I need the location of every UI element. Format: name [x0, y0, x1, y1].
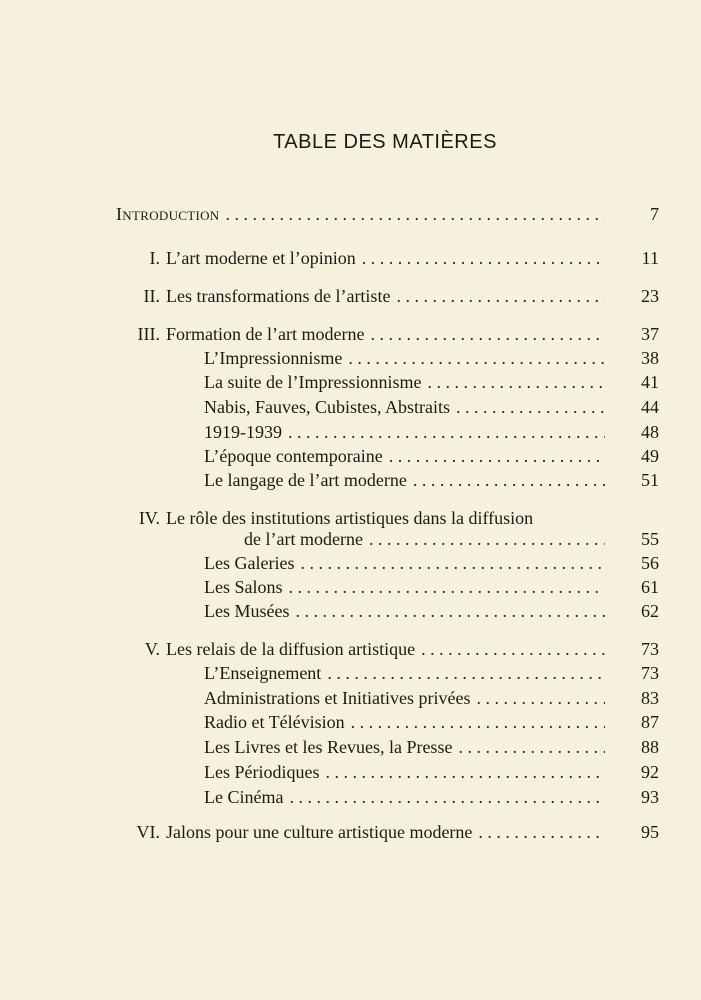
toc-subentry: [0, 686, 701, 710]
chapter-number: IV.: [138, 508, 160, 528]
toc-entry-introduction: [0, 202, 701, 226]
leader-dots: [362, 246, 605, 270]
leader-dots: [225, 202, 605, 226]
toc-entry-chapter-1: [0, 246, 701, 270]
leader-dots: [288, 420, 605, 444]
leader-dots: [427, 370, 605, 394]
toc-label: Radio et Télévision: [204, 712, 345, 732]
leader-dots: [456, 395, 605, 419]
toc-label: Les Périodiques: [204, 762, 320, 782]
toc-label: Le langage de l’art moderne: [204, 470, 407, 490]
toc-page: 61: [641, 577, 659, 597]
toc-page: 51: [641, 470, 659, 490]
toc-label: Introduction: [116, 204, 220, 224]
toc-page: 37: [641, 324, 659, 344]
leader-dots: [396, 284, 605, 308]
toc-label: Les relais de la diffusion artistique: [166, 639, 416, 659]
toc-page: 44: [641, 397, 659, 417]
toc-subentry: [0, 370, 701, 394]
toc-subentry: [0, 395, 701, 419]
toc-entry-chapter-3: [0, 322, 701, 346]
toc-subentry: [0, 551, 701, 575]
toc-page: 48: [641, 422, 659, 442]
toc-label: Les transformations de l’artiste: [166, 286, 391, 306]
toc-label: La suite de l’Impressionnisme: [204, 372, 422, 392]
toc-page: 41: [641, 372, 659, 392]
toc-label: Nabis, Fauves, Cubistes, Abstraits: [204, 397, 450, 417]
toc-page: 83: [641, 688, 659, 708]
chapter-number: III.: [137, 324, 160, 344]
toc-page: 93: [641, 787, 659, 807]
toc-subentry: [0, 661, 701, 685]
toc-page: 87: [641, 712, 659, 732]
toc-subentry: [0, 575, 701, 599]
leader-dots: [351, 710, 605, 734]
leader-dots: [421, 637, 605, 661]
leader-dots: [389, 444, 605, 468]
leader-dots: [348, 346, 605, 370]
leader-dots: [325, 760, 605, 784]
toc-page: 11: [641, 248, 659, 268]
chapter-number: I.: [149, 248, 160, 268]
toc-subentry: [0, 760, 701, 784]
toc-entry-chapter-2: [0, 284, 701, 308]
chapter-number: V.: [144, 639, 160, 659]
toc-subentry: [0, 785, 701, 809]
leader-dots: [370, 322, 605, 346]
page-title: TABLE DES MATIÈRES: [273, 131, 497, 153]
toc-page: 95: [641, 822, 659, 842]
toc-page: 56: [641, 553, 659, 573]
leader-dots: [300, 551, 605, 575]
leader-dots: [413, 468, 605, 492]
toc-page: 38: [641, 348, 659, 368]
leader-dots: [478, 820, 605, 844]
toc-label: L’époque contemporaine: [204, 446, 383, 466]
toc-label: Formation de l’art moderne: [166, 324, 365, 344]
toc-label: Les Musées: [204, 601, 290, 621]
toc-subentry: [0, 599, 701, 623]
toc-label: Administrations et Initiatives privées: [204, 688, 471, 708]
toc-subentry: [0, 444, 701, 468]
toc-page: 55: [641, 529, 659, 549]
toc-label: Jalons pour une culture artistique moderne: [166, 822, 473, 842]
toc-page: 92: [641, 762, 659, 782]
toc-subentry: [0, 468, 701, 492]
toc-label: 1919-1939: [204, 422, 282, 442]
leader-dots: [289, 575, 606, 599]
toc-subentry: [0, 710, 701, 734]
toc-entry-chapter-4-continued: [0, 527, 701, 551]
toc-page: 73: [641, 663, 659, 683]
leader-dots: [458, 735, 605, 759]
leader-dots: [289, 785, 605, 809]
chapter-number: VI.: [136, 822, 160, 842]
toc-entry-chapter-6: [0, 820, 701, 844]
toc-page: 73: [641, 639, 659, 659]
toc-label: Les Galeries: [204, 553, 295, 573]
toc-subentry: [0, 735, 701, 759]
toc-subentry: [0, 420, 701, 444]
toc-label: L’art moderne et l’opinion: [166, 248, 356, 268]
leader-dots: [327, 661, 605, 685]
toc-page: 7: [650, 204, 659, 224]
toc-subentry: [0, 346, 701, 370]
toc-label: Le Cinéma: [204, 787, 284, 807]
toc-label: L’Enseignement: [204, 663, 322, 683]
toc-label: Le rôle des institutions artistiques dans la diffusion: [166, 508, 534, 528]
toc-page: 23: [641, 286, 659, 306]
toc-page: 62: [641, 601, 659, 621]
toc-label: Les Livres et les Revues, la Presse: [204, 737, 453, 757]
leader-dots: [295, 599, 605, 623]
chapter-number: II.: [143, 286, 160, 306]
toc-label: L’Impressionnisme: [204, 348, 343, 368]
leader-dots: [476, 686, 605, 710]
toc-page: 49: [641, 446, 659, 466]
toc-label: Les Salons: [204, 577, 283, 597]
toc-entry-chapter-5: [0, 637, 701, 661]
leader-dots: [369, 527, 605, 551]
toc-label: de l’art moderne: [244, 529, 363, 549]
toc-page: 88: [641, 737, 659, 757]
